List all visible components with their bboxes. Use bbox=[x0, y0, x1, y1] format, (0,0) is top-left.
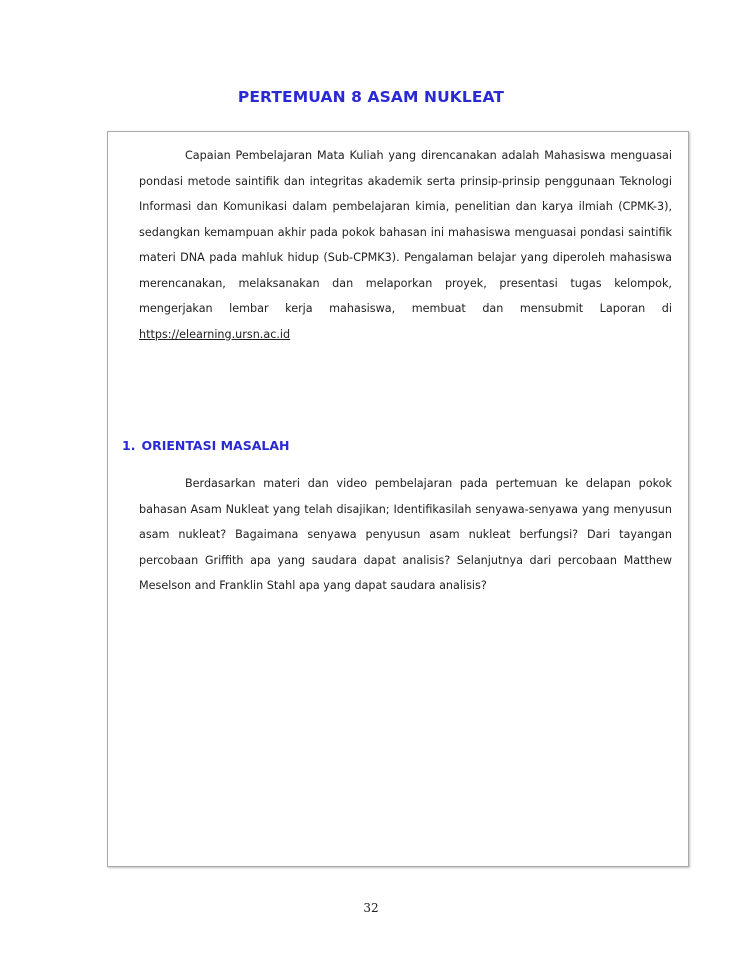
page-title: PERTEMUAN 8 ASAM NUKLEAT bbox=[237, 88, 505, 106]
elearning-link[interactable]: https://elearning.ursn.ac.id bbox=[139, 327, 291, 341]
section-number: 1. bbox=[122, 438, 136, 453]
intro-text: Capaian Pembelajaran Mata Kuliah yang direncanakan adalah Mahasiswa menguasai pondasi metode saintifik dan integritas akademik serta prinsip-prinsip penggunaan Teknologi Informasi dan Komunikasi dalam pembelajaran kimia, penelitian dan karya ilmiah (CPMK-3), sedangkan kemampuan akhir pada pokok bahasan ini mahasiswa menguasai pondasi saintifik materi DNA pada mahluk hidup (Sub-CPMK3). Pengalaman belajar yang diperoleh mahasiswa merencanakan, melaksanakan dan melaporkan proyek, presentasi tugas kelompok, mengerjakan lembar kerja mahasiswa, membuat dan mensubmit Laporan di bbox=[139, 149, 672, 315]
section-title: ORIENTASI MASALAH bbox=[141, 438, 290, 453]
section-heading-orientasi bbox=[122, 438, 289, 453]
orientasi-text: Berdasarkan materi dan video pembelajaran pada pertemuan ke delapan pokok bahasan Asam Nukleat yang telah disajikan; Identifikasilah senyawa-senyawa yang menyusun asam nukleat? Bagaimana senyawa penyusun asam nukleat berfungsi? Dari tayangan percobaan Griffith apa yang saudara dapat analisis? Selanjutnya dari percobaan Matthew Meselson and Franklin Stahl apa yang dapat saudara analisis? bbox=[139, 477, 672, 592]
page-number: 32 bbox=[363, 901, 379, 915]
orientasi-paragraph bbox=[139, 471, 672, 599]
intro-paragraph bbox=[139, 143, 672, 347]
